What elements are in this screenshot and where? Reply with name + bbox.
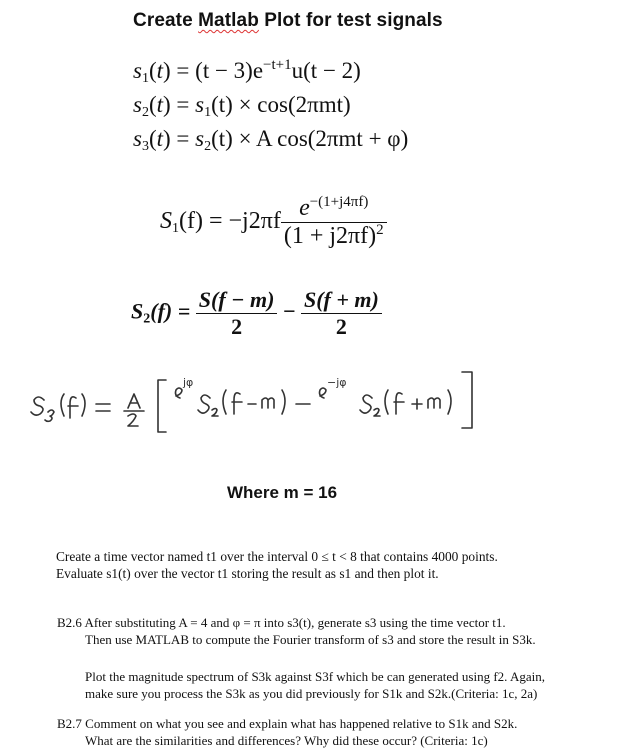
question-line: What are the similarities and differences? Why did these occur? (Criteria: 1c) (85, 733, 488, 748)
equation-s3: $s_3(t) = s_2(t) \times A$ cos(2πmt + φ) (133, 126, 409, 154)
spell-check-squiggle: Matlab (198, 10, 259, 31)
equation-s1: $s_1(t) = (t - 3)e^{-t+1}u(t - 2)$ (133, 57, 361, 86)
question-b26 (57, 614, 617, 648)
S2f-fraction-2: $\frac{S(f + m)}{2}$ (301, 287, 382, 340)
question-line: B2.6 After substituting A = 4 and φ = π into s3(t), generate s3 using the time vector t1. (57, 615, 506, 630)
question-line: Then use MATLAB to compute the Fourier transform of s3 and store the result in S3k. (85, 632, 536, 647)
svg-text:−jφ: −jφ (327, 376, 347, 389)
S1f-fraction: $\frac{e^{-(1+j4\pi f)}}{(1 + j2\pi f)^2}$ (281, 195, 387, 250)
question-b27 (57, 715, 617, 749)
plot-instruction (85, 668, 625, 702)
handwritten-S3f-equation (30, 360, 590, 440)
svg-text:jφ: jφ (183, 376, 194, 389)
equation-s2: $s_2(t) = s_1(t) \times \cos(2\pi mt)$ (133, 92, 351, 120)
instruction-line: make sure you process the S3k as you did previously for S1k and S2k.(Criteria: 1c, 2a) (85, 686, 538, 701)
equation-S2f: $S_2(f)$ = $\frac{S(f - m)}{2}$ − $\frac{S(f + m)}{2}$ (131, 287, 382, 340)
page-title: Create Matlab Plot for test signals (133, 10, 443, 31)
instruction-line: Create a time vector named t1 over the interval 0 ≤ t < 8 that contains 4000 points. (56, 549, 498, 564)
instruction-line: Plot the magnitude spectrum of S3k against S3f which be can generated using f2. Again, (85, 669, 545, 684)
instruction-line: Evaluate s1(t) over the vector t1 storing the result as s1 and then plot it. (56, 566, 439, 581)
where-m-label: Where m = 16 (227, 483, 338, 502)
question-line: B2.7 Comment on what you see and explain what has happened relative to S1k and S2k. (57, 716, 518, 731)
equation-S1f: $S_1(f) = -j2\pi f$ $\frac{e^{-(1+j4\pi f)}}{(1 + j2\pi f)^2}$ (160, 195, 387, 250)
handwritten-S3f-equation-alt: S₃(f) = (A/2) [ e^{jφ} S₂(f − m) − e^{−jφ} S₂(f + m) ] (30, 438, 52, 439)
instruction-paragraph-1 (56, 548, 616, 582)
S2f-fraction-1: $\frac{S(f - m)}{2}$ (196, 287, 278, 340)
